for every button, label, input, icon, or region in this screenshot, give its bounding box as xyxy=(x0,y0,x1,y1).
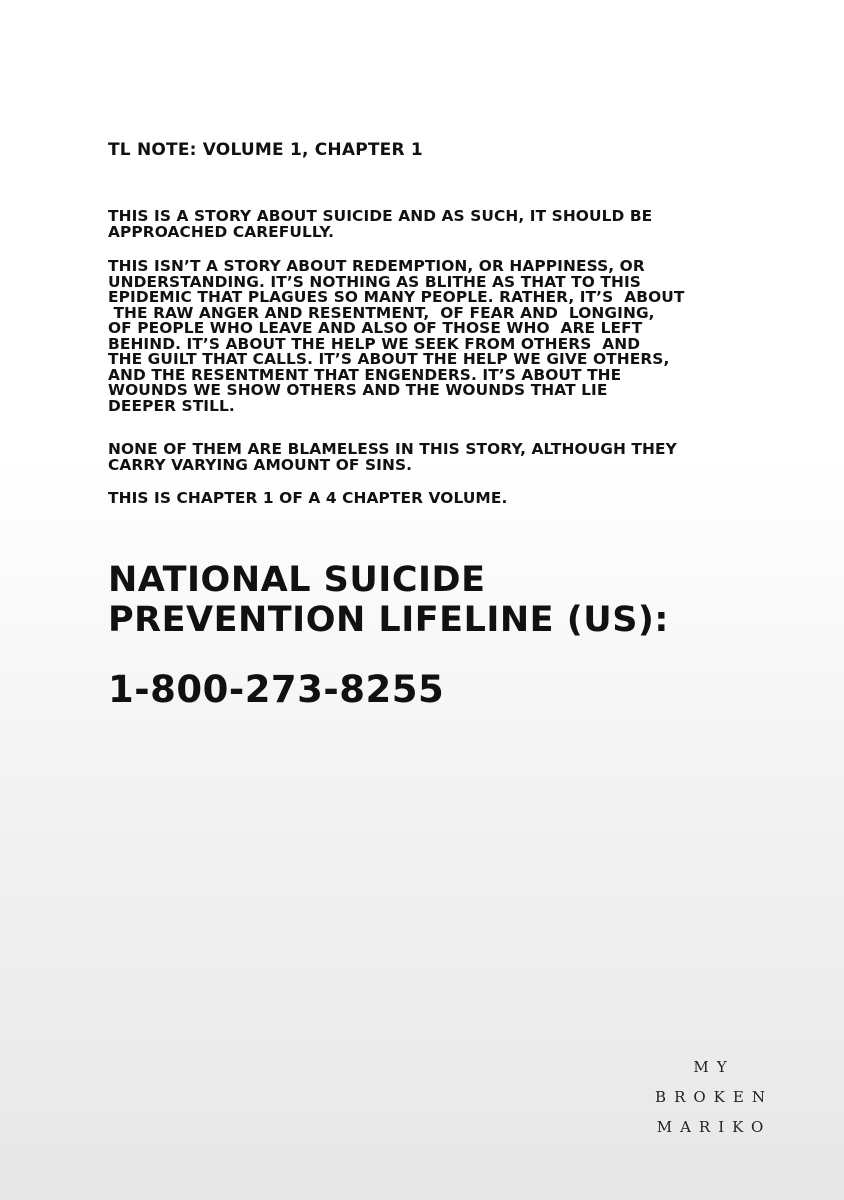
title-logo xyxy=(648,1052,780,1142)
paragraph-line: THE RAW ANGER AND RESENTMENT, OF FEAR AND LONGING, xyxy=(108,303,655,322)
paragraph-line: WOUNDS WE SHOW OTHERS AND THE WOUNDS THAT LIE xyxy=(108,381,608,399)
paragraph-line: THE GUILT THAT CALLS. IT’S ABOUT THE HELP WE GIVE OTHERS, xyxy=(108,350,670,368)
paragraph-line: DEEPER STILL. xyxy=(108,396,235,415)
tl-note-paragraph xyxy=(108,259,684,414)
paragraph-line: OF PEOPLE WHO LEAVE AND ALSO OF THOSE WHO ARE LEFT xyxy=(108,319,643,337)
lifeline-phone-number: 1-800-273-8255 xyxy=(108,668,445,711)
paragraph-line: NONE OF THEM ARE BLAMELESS IN THIS STORY, ALTHOUGH THEY xyxy=(108,440,677,458)
paragraph-line: AND THE RESENTMENT THAT ENGENDERS. IT’S ABOUT THE xyxy=(108,365,622,384)
lifeline-title xyxy=(108,560,669,640)
tl-note-paragraph xyxy=(108,491,507,507)
lifeline-title-line: PREVENTION LIFELINE (US): xyxy=(108,600,669,640)
paragraph-line: THIS IS CHAPTER 1 OF A 4 CHAPTER VOLUME. xyxy=(108,489,508,507)
title-logo-line: BROKEN xyxy=(655,1088,773,1106)
title-logo-line: MARIKO xyxy=(656,1118,772,1136)
paragraph-line: EPIDEMIC THAT PLAGUES SO MANY PEOPLE. RATHER, IT’S ABOUT xyxy=(108,288,685,306)
paragraph-line: UNDERSTANDING. IT’S NOTHING AS BLITHE AS THAT TO THIS xyxy=(108,272,641,291)
tl-note-paragraph xyxy=(108,209,652,240)
paragraph-line: CARRY VARYING AMOUNT OF SINS. xyxy=(108,455,413,474)
paragraph-line: BEHIND. IT’S ABOUT THE HELP WE SEEK FROM OTHERS AND xyxy=(108,334,641,353)
tl-note-paragraph xyxy=(108,442,677,473)
title-logo-line: MY xyxy=(693,1058,735,1076)
lifeline-title-line: NATIONAL SUICIDE xyxy=(108,560,486,600)
paragraph-line: THIS IS A STORY ABOUT SUICIDE AND AS SUCH, IT SHOULD BE xyxy=(108,207,653,225)
tl-note-heading: TL NOTE: VOLUME 1, CHAPTER 1 xyxy=(108,140,423,160)
paragraph-line: THIS ISN’T A STORY ABOUT REDEMPTION, OR HAPPINESS, OR xyxy=(108,257,645,275)
paragraph-line: APPROACHED CAREFULLY. xyxy=(108,222,335,241)
